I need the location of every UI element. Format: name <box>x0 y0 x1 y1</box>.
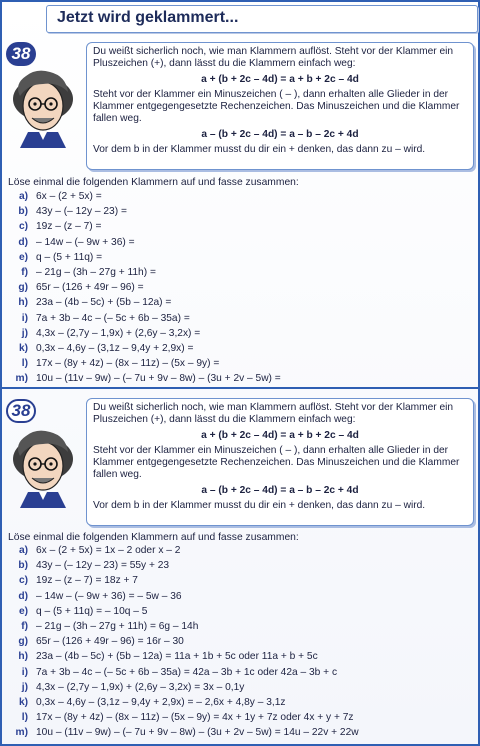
professor-icon <box>6 426 80 508</box>
item-expression: 7a + 3b – 4c – (– 5c + 6b – 35a) = <box>36 312 190 324</box>
exercise-item <box>8 265 476 280</box>
item-letter: g) <box>18 636 28 648</box>
item-expression: 10u – (11v – 9w) – (– 7u + 9v – 8w) – (3u + 2v – 5w) = <box>36 373 281 385</box>
item-letter: b) <box>18 560 28 572</box>
section-divider <box>2 387 478 389</box>
item-letter: c) <box>18 575 28 587</box>
plus-rule-formula: a + (b + 2c – 4d) = a + b + 2c – 4d <box>201 73 359 85</box>
solution-item <box>8 604 476 619</box>
professor-icon <box>6 66 80 148</box>
task-instruction: Löse einmal die folgenden Klammern auf und fasse zusammen: <box>8 532 299 543</box>
item-letter: j) <box>21 681 28 693</box>
explanation-text: Steht vor der Klammer ein Minuszeichen ( – ), dann erhalten alle Glieder in der Klammer entgegengesetzte Rechenzeichen. Das Minuszeichen und die Klammer fallen weg. <box>93 444 460 481</box>
item-letter: j) <box>21 327 28 339</box>
item-letter: d) <box>18 590 28 602</box>
minus-rule-formula: a – (b + 2c – 4d) = a – b – 2c + 4d <box>201 128 359 140</box>
item-expression: – 14w – (– 9w + 36) = <box>36 236 135 248</box>
item-expression: – 21g – (3h – 27g + 11h) = <box>36 266 156 278</box>
item-solution: 6x – (2 + 5x) = 1x – 2 oder x – 2 <box>36 545 181 556</box>
exercise-item <box>8 235 476 250</box>
solution-item <box>8 543 476 558</box>
plus-rule-formula: a + (b + 2c – 4d) = a + b + 2c – 4d <box>201 429 359 441</box>
item-letter: d) <box>18 236 28 248</box>
item-solution: 65r – (126 + 49r – 96) = 16r – 30 <box>36 636 184 648</box>
item-expression: 65r – (126 + 49r – 96) = <box>36 282 144 294</box>
item-letter: k) <box>18 342 28 354</box>
item-letter: i) <box>21 666 28 678</box>
item-letter: h) <box>18 651 28 663</box>
item-expression: 0,3x – 4,6y – (3,1z – 9,4y + 2,9x) = <box>36 342 194 354</box>
title-bar <box>46 5 478 33</box>
exercise-item <box>8 295 476 310</box>
solution-item <box>8 695 476 710</box>
item-letter: i) <box>21 312 28 324</box>
exercise-item <box>8 341 476 356</box>
explanation-text: Du weißt sicherlich noch, wie man Klammern auflöst. Steht vor der Klammer ein Pluszeichen (+), dann lässt du die Klammern einfach weg: <box>93 46 454 70</box>
exercise-item <box>8 219 476 234</box>
exercise-item <box>8 356 476 371</box>
solution-item <box>8 589 476 604</box>
solution-item <box>8 725 476 740</box>
item-solution: 4,3x – (2,7y – 1,9x) + (2,6y – 3,2x) = 3x – 0,1y <box>36 681 245 693</box>
solution-list <box>8 543 476 740</box>
solution-item <box>8 680 476 695</box>
solution-item <box>8 710 476 725</box>
exercise-list <box>8 189 476 386</box>
item-expression: 19z – (z – 7) = <box>36 221 102 233</box>
explanation-box <box>86 42 474 170</box>
explanation-text: Du weißt sicherlich noch, wie man Klammern auflöst. Steht vor der Klammer ein Pluszeichen (+), dann lässt du die Klammern einfach weg: <box>93 402 454 426</box>
item-letter: k) <box>18 696 28 708</box>
item-letter: l) <box>21 712 28 724</box>
item-expression: q – (5 + 11q) = <box>36 251 103 263</box>
item-letter: e) <box>18 251 28 263</box>
page-title: Jetzt wird geklammert... <box>57 9 239 26</box>
item-solution: 7a + 3b – 4c – (– 5c + 6b – 35a) = 42a – 3b + 1c oder 42a – 3b + c <box>36 666 338 678</box>
item-letter: l) <box>21 358 28 370</box>
exercise-item <box>8 189 476 204</box>
solution-item <box>8 558 476 573</box>
item-solution: 17x – (8y + 4z) – (8x – 11z) – (5x – 9y) = 4x + 1y + 7z oder 4x + y + 7z <box>36 712 354 724</box>
exercise-item <box>8 204 476 219</box>
item-letter: g) <box>18 282 28 294</box>
item-expression: 6x – (2 + 5x) = <box>36 191 102 202</box>
item-solution: – 14w – (– 9w + 36) = – 5w – 36 <box>36 590 182 602</box>
exercise-item <box>8 311 476 326</box>
item-solution: 10u – (11v – 9w) – (– 7u + 9v – 8w) – (3u + 2v – 5w) = 14u – 22v + 22w <box>36 727 359 739</box>
item-expression: 43y – (– 12y – 23) = <box>36 206 127 218</box>
task-instruction: Löse einmal die folgenden Klammern auf und fasse zusammen: <box>8 177 299 188</box>
exercise-item <box>8 280 476 295</box>
item-solution: q – (5 + 11q) = – 10q – 5 <box>36 605 148 617</box>
hint-text: Vor dem b in der Klammer musst du dir ein + denken, das dann zu – wird. <box>93 500 426 512</box>
solution-item <box>8 649 476 664</box>
item-letter: c) <box>18 221 28 233</box>
exercise-item <box>8 326 476 341</box>
item-letter: e) <box>18 605 28 617</box>
solution-item <box>8 573 476 588</box>
solution-item <box>8 665 476 680</box>
solution-item <box>8 634 476 649</box>
item-solution: 19z – (z – 7) = 18z + 7 <box>36 575 138 587</box>
item-expression: 23a – (4b – 5c) + (5b – 12a) = <box>36 297 172 309</box>
item-letter: m) <box>15 727 28 739</box>
exercise-item <box>8 250 476 265</box>
item-expression: 17x – (8y + 4z) – (8x – 11z) – (5x – 9y) = <box>36 358 220 370</box>
item-letter: h) <box>18 297 28 309</box>
exercise-number-badge: 38 <box>6 42 36 66</box>
solution-item <box>8 619 476 634</box>
item-letter: f) <box>21 266 28 278</box>
explanation-box <box>86 398 474 526</box>
item-solution: – 21g – (3h – 27g + 11h) = 6g – 14h <box>36 620 199 632</box>
item-letter: b) <box>18 206 28 218</box>
item-solution: 43y – (– 12y – 23) = 55y + 23 <box>36 560 170 572</box>
exercise-number-badge: 38 <box>6 399 36 423</box>
explanation-text: Steht vor der Klammer ein Minuszeichen ( – ), dann erhalten alle Glieder in der Klammer entgegengesetzte Rechenzeichen. Das Minuszeichen und die Klammer fallen weg. <box>93 88 460 125</box>
hint-text: Vor dem b in der Klammer musst du dir ein + denken, das dann zu – wird. <box>93 144 426 156</box>
item-expression: 4,3x – (2,7y – 1,9x) + (2,6y – 3,2x) = <box>36 327 201 339</box>
minus-rule-formula: a – (b + 2c – 4d) = a – b – 2c + 4d <box>201 484 359 496</box>
exercise-item <box>8 371 476 386</box>
item-solution: 23a – (4b – 5c) + (5b – 12a) = 11a + 1b + 5c oder 11a + b + 5c <box>36 651 318 663</box>
item-letter: a) <box>18 191 28 202</box>
item-letter: f) <box>21 620 28 632</box>
item-letter: a) <box>18 545 28 556</box>
item-letter: m) <box>15 373 28 385</box>
item-solution: 0,3x – 4,6y – (3,1z – 9,4y + 2,9x) = – 2,6x + 4,8y – 3,1z <box>36 696 286 708</box>
